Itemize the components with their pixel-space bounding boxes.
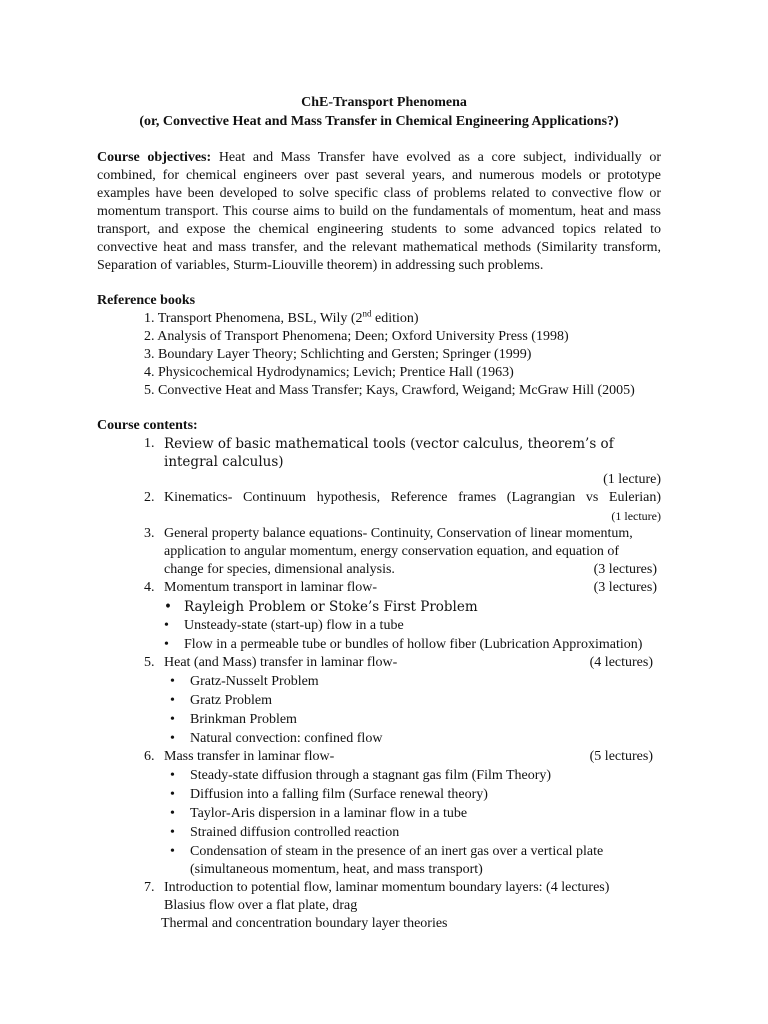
reference-item: 3. Boundary Layer Theory; Schlichting and Gersten; Springer (1999) [144,347,532,362]
bullet-list [164,673,661,748]
bullet-item: • Unsteady-state (start-up) flow in a tube [164,617,661,635]
contents-item-text: Kinematics- Continuum hypothesis, Reference frames (Lagrangian vs Eulerian) [164,490,661,505]
contents-item-text: Heat (and Mass) transfer in laminar flow- [164,655,398,670]
reference-item: 4. Physicochemical Hydrodynamics; Levich; Prentice Hall (1963) [144,365,514,380]
objectives-text: Heat and Mass Transfer have evolved as a core subject, individually or combined, for chemical engineers over past several years, and numerous models or prototype examples have been developed to solve specific class of problems related to convective flow or momentum transport. This course aims to build on the fundamentals of momentum, heat and mass transport, and expose the chemical engineering students to some advanced topics related to convective heat and mass transfer, and the relevant mathematical methods (Similarity transform, Separation of variables, Sturm-Liouville theorem) in addressing such problems. [97,150,661,273]
contents-item-text: Introduction to potential flow, laminar momentum boundary layers: (4 lectures) [164,880,610,895]
reference-item: 5. Convective Heat and Mass Transfer; Kays, Crawford, Weigand; McGraw Hill (2005) [144,383,635,398]
reference-list [97,310,661,400]
contents-item: 5. Heat (and Mass) transfer in laminar flow- (4 lectures) • Gratz-Nusselt Problem • Gratz Problem • Brinkman Problem • Natural convection: confined flow [97,654,661,748]
lecture-count: (5 lectures) [589,749,653,764]
contents-item: 6. Mass transfer in laminar flow- (5 lectures) • Steady-state diffusion through a stagnant gas film (Film Theory) • Diffusion into a falling film (Surface renewal theory) • Taylor-Aris dispersion in a laminar flow in a tube • Strained diffusion controlled reaction • Condensation of steam in the presence of an inert gas over a vertical plate (simultaneous momentum, heat, and mass transport) [97,748,661,879]
contents-item-text: General property balance equations- Continuity, Conservation of linear momentum, [164,526,633,541]
bullet-item: • Taylor-Aris dispersion in a laminar flow in a tube [170,805,661,823]
topic-line: Thermal and concentration boundary layer theories [161,916,448,931]
bullet-list [164,598,661,654]
bullet-continuation: (simultaneous momentum, heat, and mass transport) [190,862,483,877]
lecture-count: (3 lectures) [593,562,657,577]
course-subtitle: (or, Convective Heat and Mass Transfer in Chemical Engineering Applications?) [139,114,619,129]
bullet-item: • Gratz-Nusselt Problem [170,673,661,691]
objectives-label: Course objectives: [97,150,212,165]
reference-item: 1. Transport Phenomena, BSL, Wily (2nd edition) [144,308,419,326]
contents-item: 3. General property balance equations- Continuity, Conservation of linear momentum, application to angular momentum, energy conservation equation, and equation of change for species, dimensional analysis. (3 lectures) [97,525,661,579]
reference-item: 2. Analysis of Transport Phenomena; Deen; Oxford University Press (1998) [144,329,569,344]
bullet-item: • Condensation of steam in the presence of an inert gas over a vertical plate [170,843,661,861]
contents-list [97,435,661,897]
lecture-count: (3 lectures) [593,580,657,595]
lecture-count: (4 lectures) [589,655,653,670]
contents-item-text: change for species, dimensional analysis. [164,562,395,577]
contents-item: 2. Kinematics- Continuum hypothesis, Reference frames (Lagrangian vs Eulerian) (1 lecture) [144,490,661,523]
bullet-item: • Diffusion into a falling film (Surface renewal theory) [170,786,661,804]
document-page [97,93,661,933]
contents-item-text: application to angular momentum, energy conservation equation, and equation of [164,544,619,559]
contents-item: 7. Introduction to potential flow, laminar momentum boundary layers: (4 lectures) [97,879,661,897]
bullet-item: • Strained diffusion controlled reaction [170,824,661,842]
course-objectives [97,149,661,275]
contents-item-text: Review of basic mathematical tools (vector calculus, theorem’s of integral calculus) [164,436,614,470]
bullet-item: • Gratz Problem [170,692,661,710]
bullet-list [164,767,661,861]
contents-item-text: Mass transfer in laminar flow- [164,749,335,764]
contents-heading: Course contents: [97,418,198,433]
bullet-item: • Flow in a permeable tube or bundles of hollow fiber (Lubrication Approximation) [164,636,661,654]
bullet-item: • Natural convection: confined flow [170,730,661,748]
course-title: ChE-Transport Phenomena [301,95,467,110]
bullet-item: • Rayleigh Problem or Stoke’s First Problem [164,598,661,616]
bullet-item: • Brinkman Problem [170,711,661,729]
lecture-count: (1 lecture) [611,509,661,523]
lecture-count: (1 lecture) [603,472,661,487]
topic-line: Blasius flow over a flat plate, drag [164,898,358,913]
bullet-item: • Steady-state diffusion through a stagnant gas film (Film Theory) [170,767,661,785]
references-heading: Reference books [97,293,196,308]
contents-item: 1. Review of basic mathematical tools (vector calculus, theorem’s of integral calculus) (1 lecture) [144,436,661,487]
contents-item: 4. Momentum transport in laminar flow- (3 lectures) • Rayleigh Problem or Stoke’s First Problem • Unsteady-state (start-up) flow in a tube • Flow in a permeable tube or bundles of hollow fiber (Lubrication Approximation) [97,579,661,654]
contents-item-text: Momentum transport in laminar flow- [164,580,378,595]
